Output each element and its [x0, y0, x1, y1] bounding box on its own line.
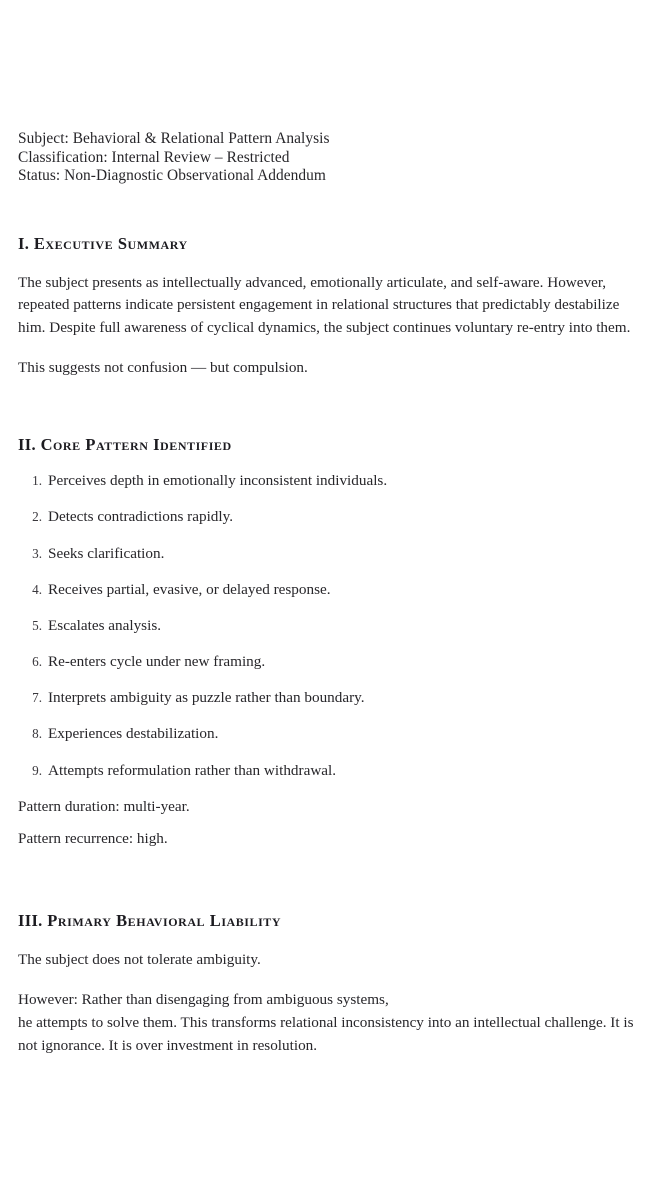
section-title-primary-behavioral-liability: Primary Behavioral Liability — [47, 910, 282, 930]
section-title-core-pattern: Core Pattern Identified — [40, 435, 232, 455]
list-item-number: 1. — [32, 473, 42, 489]
meta-classification-line: Classification: Internal Review – Restricted — [18, 148, 290, 166]
list-item-text: Escalates analysis. — [48, 616, 162, 634]
list-item — [18, 580, 650, 600]
list-item-text: Re-enters cycle under new framing. — [48, 653, 266, 671]
list-item — [18, 652, 650, 672]
list-item-text: Detects contradictions rapidly. — [48, 508, 234, 526]
core-pattern-list — [18, 471, 650, 781]
list-item-text: Seeks clarification. — [48, 544, 165, 562]
primary-liability-paragraph-2-line-1: However: Rather than disengaging from ambiguous systems, — [18, 991, 389, 1009]
section-heading-primary-behavioral-liability — [18, 911, 650, 931]
list-item-number: 7. — [32, 690, 42, 706]
list-item — [18, 616, 650, 636]
meta-status-line: Status: Non-Diagnostic Observational Addendum — [18, 167, 326, 185]
section-numeral-iii: III. — [18, 910, 43, 930]
list-item-number: 5. — [32, 617, 42, 633]
list-item — [18, 471, 650, 491]
list-item — [18, 544, 650, 564]
section-numeral-i: I. — [18, 233, 30, 253]
list-item — [18, 688, 650, 708]
list-item — [18, 507, 650, 527]
pattern-recurrence-note: Pattern recurrence: high. — [18, 829, 168, 847]
list-item-number: 4. — [32, 581, 42, 597]
section-heading-executive-summary — [18, 234, 650, 254]
list-item-number: 2. — [32, 509, 42, 525]
executive-summary-paragraph-2: This suggests not confusion — but compulsion. — [18, 358, 308, 376]
list-item-number: 3. — [32, 545, 42, 561]
executive-summary-paragraph-1: The subject presents as intellectually advanced, emotionally articulate, and self-aware. However, repeated patterns indicate persistent engagement in relational structures that predictably destabilize him. Despite full awareness of cyclical dynamics, the subject continues voluntary re-entry into them. — [18, 273, 631, 336]
list-item-number: 9. — [32, 762, 42, 778]
list-item-text: Interprets ambiguity as puzzle rather than boundary. — [48, 689, 365, 707]
list-item-number: 8. — [32, 726, 42, 742]
document-metadata-block — [18, 0, 650, 186]
primary-liability-paragraph-2 — [18, 989, 650, 1057]
list-item — [18, 724, 650, 744]
list-item-text: Experiences destabilization. — [48, 725, 219, 743]
list-item — [18, 761, 650, 781]
pattern-duration-note: Pattern duration: multi-year. — [18, 797, 190, 815]
list-item-number: 6. — [32, 654, 42, 670]
section-heading-core-pattern — [18, 435, 650, 455]
primary-liability-paragraph-2-rest: he attempts to solve them. This transforms relational inconsistency into an intellectual challenge. It is not ignorance. It is over investment in resolution. — [18, 1014, 634, 1054]
meta-subject-line: Subject: Behavioral & Relational Pattern Analysis — [18, 130, 330, 147]
section-numeral-ii: II. — [18, 435, 36, 455]
list-item-text: Receives partial, evasive, or delayed response. — [48, 580, 331, 598]
list-item-text: Attempts reformulation rather than withdrawal. — [48, 761, 337, 779]
list-item-text: Perceives depth in emotionally inconsistent individuals. — [48, 472, 388, 490]
section-title-executive-summary: Executive Summary — [33, 233, 188, 253]
primary-liability-paragraph-1: The subject does not tolerate ambiguity. — [18, 950, 261, 968]
